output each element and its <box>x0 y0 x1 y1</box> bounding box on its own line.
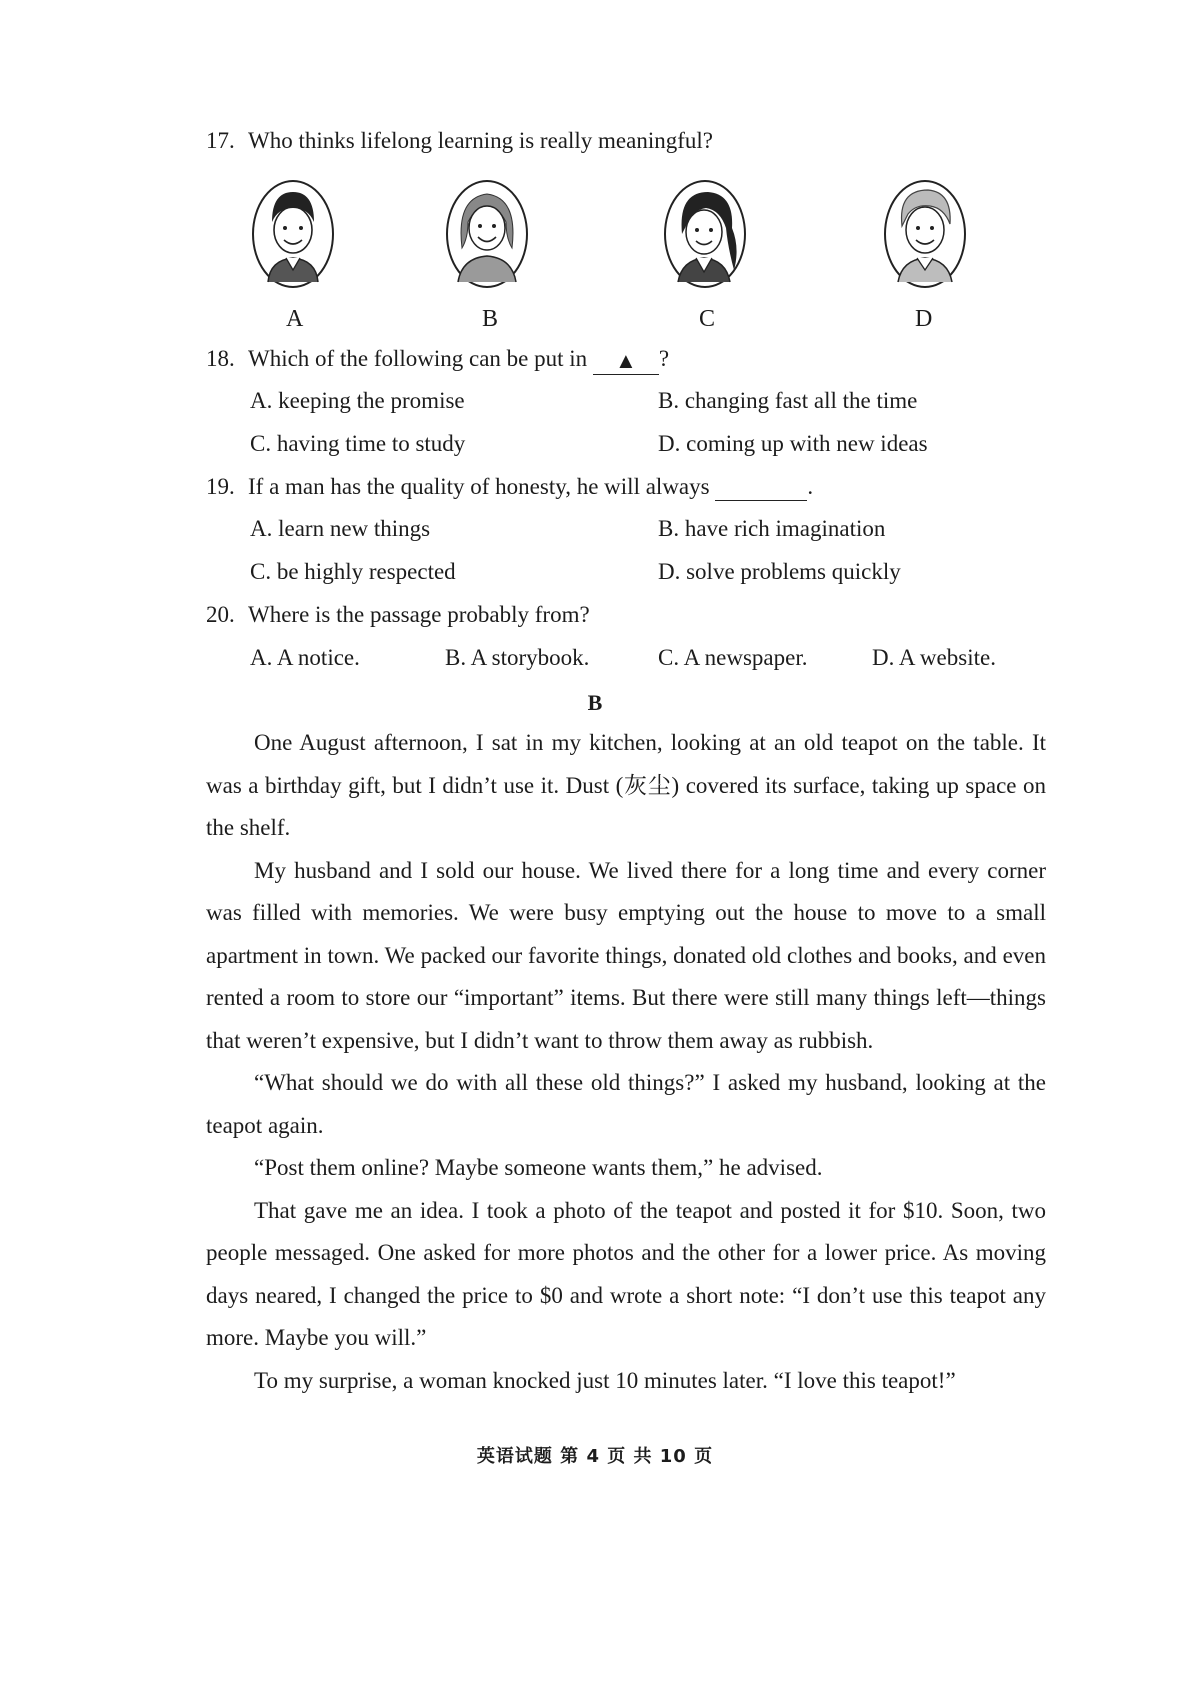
question-18 <box>206 346 669 375</box>
triangle-mark-icon: ▲ <box>615 348 637 373</box>
passage-paragraph: That gave me an idea. I took a photo of the teapot and posted it for $10. Soon, two people messaged. One asked for more photos and the other for a lower price. As moving days neared, I changed the price to $0 and wrote a short note: “I don’t use this teapot any more. Maybe you will.” <box>206 1197 1046 1350</box>
question-20 <box>206 602 590 628</box>
option-label-d: D <box>915 306 933 332</box>
option-d: D. A website. <box>872 645 996 670</box>
passage-paragraph: One August afternoon, I sat in my kitchen, looking at an old teapot on the table. It was a birthday gift, but I didn’t use it. Dust (灰尘) covered its surface, taking up space on the shelf. <box>206 730 1046 840</box>
section-heading: B <box>587 690 603 715</box>
question-number: 18. <box>206 346 235 371</box>
question-number: 20. <box>206 602 235 627</box>
answer-blank <box>715 474 807 501</box>
option-d: D. solve problems quickly <box>658 559 901 584</box>
question-end: ? <box>658 346 670 371</box>
portrait-woman-b-image <box>444 178 530 290</box>
question-number: 17. <box>206 128 235 153</box>
passage-paragraph: “What should we do with all these old things?” I asked my husband, looking at the teapot again. <box>206 1070 1046 1138</box>
option-a: A. learn new things <box>250 516 431 541</box>
option-a: A. keeping the promise <box>250 388 465 413</box>
question-19 <box>206 474 813 501</box>
reading-passage <box>206 722 1046 1402</box>
option-c: C. having time to study <box>250 431 466 456</box>
option-label-a: A <box>286 306 304 332</box>
question-text: Who thinks lifelong learning is really meaningful? <box>248 128 713 153</box>
passage-paragraph: “Post them online? Maybe someone wants them,” he advised. <box>254 1155 823 1180</box>
question-text: If a man has the quality of honesty, he will always <box>248 474 710 499</box>
portrait-girl-c-image <box>662 178 748 290</box>
option-b: B. A storybook. <box>445 645 590 670</box>
portrait-boy-d-image <box>882 178 968 290</box>
option-c: C. A newspaper. <box>658 645 808 670</box>
option-label-b: B <box>482 306 499 332</box>
option-label-c: C <box>699 306 716 332</box>
passage-paragraph: My husband and I sold our house. We lived there for a long time and every corner was filled with memories. We were busy emptying out the house to move to a small apartment in town. We packed our favorite things, donated old clothes and books, and even rented a room to store our “important” items. But there were still many things left—things that weren’t expensive, but I didn’t want to throw them away as rubbish. <box>206 857 1046 1053</box>
option-d: D. coming up with new ideas <box>658 431 928 456</box>
question-17 <box>206 128 713 154</box>
option-b: B. have rich imagination <box>658 516 886 541</box>
question-text: Where is the passage probably from? <box>248 602 590 627</box>
question-end: . <box>807 474 814 499</box>
question-text: Which of the following can be put in <box>248 346 588 371</box>
portrait-boy-a-image <box>250 178 336 290</box>
page-footer: 英语试题 第 4 页 共 10 页 <box>476 1446 714 1467</box>
option-a: A. A notice. <box>250 645 360 670</box>
question-number: 19. <box>206 474 235 499</box>
option-c: C. be highly respected <box>250 559 456 584</box>
passage-paragraph: To my surprise, a woman knocked just 10 minutes later. “I love this teapot!” <box>254 1367 956 1393</box>
answer-blank <box>593 350 659 375</box>
option-b: B. changing fast all the time <box>658 388 918 413</box>
